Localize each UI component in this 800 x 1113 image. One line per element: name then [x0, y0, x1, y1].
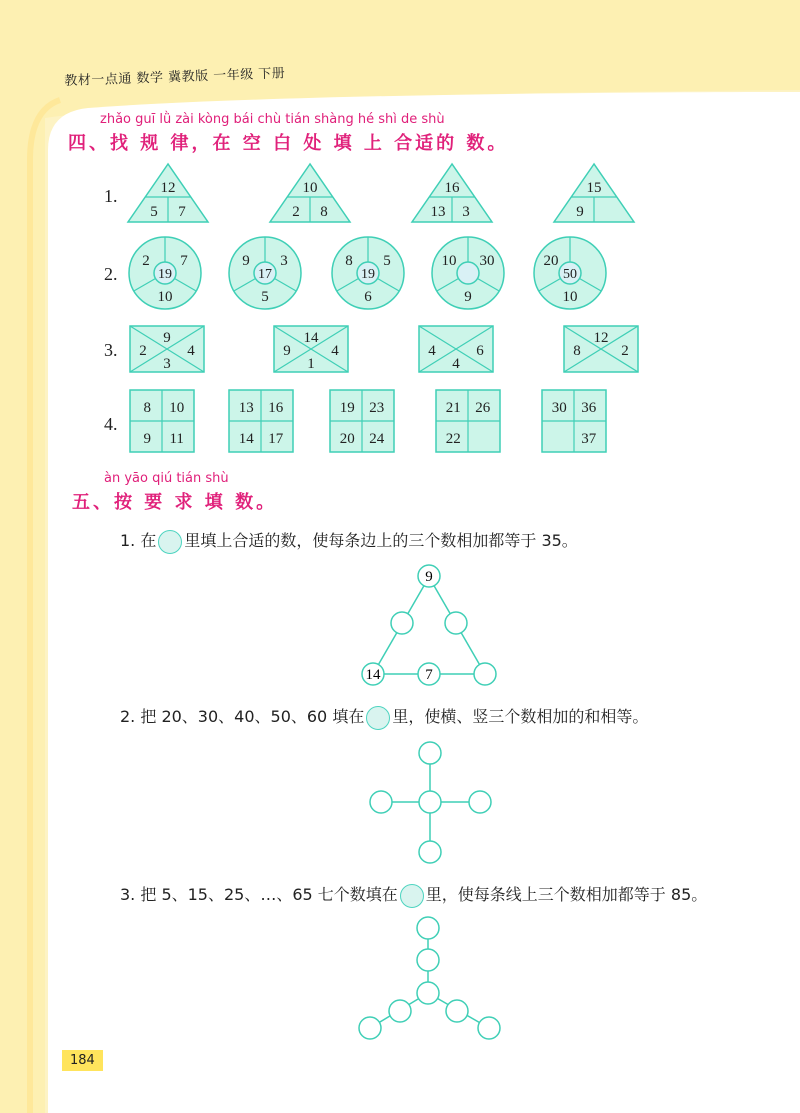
- triangle-puzzle-2: [270, 164, 350, 222]
- envelope-right-value: 2: [621, 343, 629, 359]
- wheel-puzzle-5: [534, 237, 606, 309]
- wheel-top-left-value: 10: [441, 253, 457, 269]
- triangle-puzzle-1: [128, 164, 208, 222]
- wheel-top-left-value: 2: [142, 253, 150, 269]
- wheel-bottom-value: 10: [562, 289, 578, 305]
- triangle-left-value: 13: [430, 204, 446, 220]
- triangle-top-value: 10: [302, 180, 318, 196]
- answer-circle-right-2[interactable]: [478, 1017, 500, 1039]
- triangle-puzzle-4: [554, 164, 634, 222]
- question-3-text: [120, 882, 707, 908]
- row-label-2: 2.: [104, 264, 118, 284]
- blank-circle-icon: [400, 884, 424, 908]
- question-2-text: [120, 704, 648, 730]
- grid-bottom-right-value: 17: [268, 431, 284, 447]
- grid-top-left-value: 13: [238, 400, 254, 416]
- wheel-center-circle: [457, 262, 479, 284]
- wheel-top-left-value: 8: [345, 253, 353, 269]
- grid-top-right-value: 26: [475, 400, 491, 416]
- section5-pinyin: àn yāo qiú tián shù: [104, 471, 229, 486]
- envelope-bottom-value: 4: [452, 356, 460, 372]
- wheel-top-right-value: 30: [479, 253, 495, 269]
- grid-top-right-value: 36: [581, 400, 597, 416]
- answer-circle-right-mid[interactable]: [445, 612, 467, 634]
- grid-puzzle-1: [130, 390, 194, 452]
- envelope-left-value: 2: [139, 343, 147, 359]
- answer-circle-left-mid[interactable]: [391, 612, 413, 634]
- envelope-top-value: 14: [303, 330, 319, 346]
- answer-circle-top[interactable]: [419, 742, 441, 764]
- row-label-4: 4.: [104, 414, 118, 434]
- book-header: 教材一点通 数学 冀教版 一年级 下册: [64, 66, 286, 89]
- wheel-bottom-value: 5: [261, 289, 269, 305]
- envelope-right-value: 4: [187, 343, 195, 359]
- answer-circle-left-1[interactable]: [389, 1000, 411, 1022]
- envelope-top-value: 12: [593, 330, 609, 346]
- grid-puzzle-2: [229, 390, 293, 452]
- envelope-puzzle-1: [130, 326, 204, 372]
- answer-circle-2[interactable]: [417, 949, 439, 971]
- answer-circle-bottom[interactable]: [419, 841, 441, 863]
- wheel-puzzle-4: [432, 237, 504, 309]
- grid-bottom-left-value: 9: [143, 431, 152, 447]
- answer-circle-1[interactable]: [417, 917, 439, 939]
- triangle-top-value: 12: [160, 180, 176, 196]
- envelope-bottom-value: 1: [307, 356, 315, 372]
- grid-puzzle-5: [542, 390, 606, 452]
- wheel-top-left-value: 20: [543, 253, 559, 269]
- wheel-bottom-value: 6: [364, 289, 372, 305]
- envelope-puzzle-2: [274, 326, 348, 372]
- blank-circle-icon: [158, 530, 182, 554]
- section4-title: 四、找 规 律，在 空 白 处 填 上 合适的 数。: [68, 133, 509, 154]
- grid-top-left-value: 8: [143, 400, 152, 416]
- row-label-3: 3.: [104, 340, 118, 360]
- grid-puzzle-4: [436, 390, 500, 452]
- q1-bottom-left-value: 14: [365, 667, 381, 683]
- cross-circle-puzzle: [360, 735, 500, 870]
- wheel-center-value: 19: [361, 267, 375, 282]
- blank-circle-icon: [366, 706, 390, 730]
- question-1-text: [120, 528, 578, 554]
- question-2-post: 里，使横、竖三个数相加的和相等。: [392, 707, 649, 726]
- triangle-circle-puzzle: [350, 560, 510, 690]
- grid-top-right-value: 10: [169, 400, 185, 416]
- wheel-top-right-value: 7: [180, 253, 188, 269]
- wheel-center-value: 17: [258, 267, 272, 282]
- triangle-top-value: 16: [444, 180, 460, 196]
- grid-bottom-left-value: 22: [445, 431, 461, 447]
- triangle-right-value: 3: [462, 204, 470, 220]
- envelope-top-value: 9: [163, 330, 171, 346]
- wheel-bottom-value: 10: [157, 289, 173, 305]
- grid-top-right-value: 16: [268, 400, 284, 416]
- question-1-pre: 1. 在: [120, 531, 157, 550]
- envelope-puzzle-4: [564, 326, 638, 372]
- q1-bottom-mid-value: 7: [425, 667, 433, 683]
- envelope-left-value: 8: [573, 343, 581, 359]
- pattern-puzzles: [0, 0, 800, 470]
- question-3-pre: 3. 把 5、15、25、…、65 七个数填在: [120, 885, 398, 904]
- answer-circle-right[interactable]: [469, 791, 491, 813]
- grid-top-left-value: 30: [551, 400, 567, 416]
- wheel-top-right-value: 3: [280, 253, 288, 269]
- triangle-left-value: 5: [150, 204, 158, 220]
- row-label-1: 1.: [104, 186, 118, 206]
- envelope-right-value: 4: [331, 343, 339, 359]
- y-shape-circle-puzzle: [350, 910, 510, 1045]
- envelope-right-value: 6: [476, 343, 484, 359]
- answer-circle-left-2[interactable]: [359, 1017, 381, 1039]
- grid-top-right-value: 23: [369, 400, 385, 416]
- question-3-post: 里，使每条线上三个数相加都等于 85。: [425, 885, 708, 904]
- wheel-top-right-value: 5: [383, 253, 391, 269]
- grid-top-left-value: 21: [445, 400, 461, 416]
- answer-circle-left[interactable]: [370, 791, 392, 813]
- wheel-puzzle-3: [332, 237, 404, 309]
- triangle-top-value: 15: [586, 180, 602, 196]
- wheel-puzzle-2: [229, 237, 301, 309]
- wheel-bottom-value: 9: [464, 289, 472, 305]
- triangle-left-value: 9: [576, 204, 584, 220]
- grid-bottom-left-value: 20: [339, 431, 355, 447]
- q1-top-value: 9: [425, 569, 433, 585]
- triangle-puzzle-3: [412, 164, 492, 222]
- triangle-left-value: 2: [292, 204, 300, 220]
- wheel-puzzle-1: [129, 237, 201, 309]
- answer-circle-right-1[interactable]: [446, 1000, 468, 1022]
- envelope-left-value: 4: [428, 343, 436, 359]
- grid-bottom-left-value: 14: [238, 431, 254, 447]
- wheel-center-value: 50: [563, 267, 577, 282]
- triangle-right-value: 7: [178, 204, 186, 220]
- wheel-center-value: 19: [158, 267, 172, 282]
- page-number: 184: [62, 1050, 103, 1071]
- answer-circle-bottom-right[interactable]: [474, 663, 496, 685]
- grid-puzzle-3: [330, 390, 394, 452]
- wheel-top-left-value: 9: [242, 253, 250, 269]
- grid-top-left-value: 19: [339, 400, 355, 416]
- section4-pinyin: zhǎo guī lǜ zài kòng bái chù tián shàng hé shì de shù: [100, 112, 445, 127]
- triangle-right-value: 8: [320, 204, 328, 220]
- grid-bottom-right-value: 11: [169, 431, 184, 447]
- section5-title: 五、按 要 求 填 数。: [72, 492, 278, 513]
- grid-bottom-right-value: 37: [581, 431, 597, 447]
- question-1-post: 里填上合适的数，使每条边上的三个数相加都等于 35。: [184, 531, 578, 550]
- answer-circle-center[interactable]: [417, 982, 439, 1004]
- grid-bottom-right-value: 24: [369, 431, 385, 447]
- envelope-puzzle-3: [419, 326, 493, 372]
- question-2-pre: 2. 把 20、30、40、50、60 填在: [120, 707, 365, 726]
- answer-circle-center[interactable]: [419, 791, 441, 813]
- envelope-left-value: 9: [283, 343, 291, 359]
- envelope-bottom-value: 3: [163, 356, 171, 372]
